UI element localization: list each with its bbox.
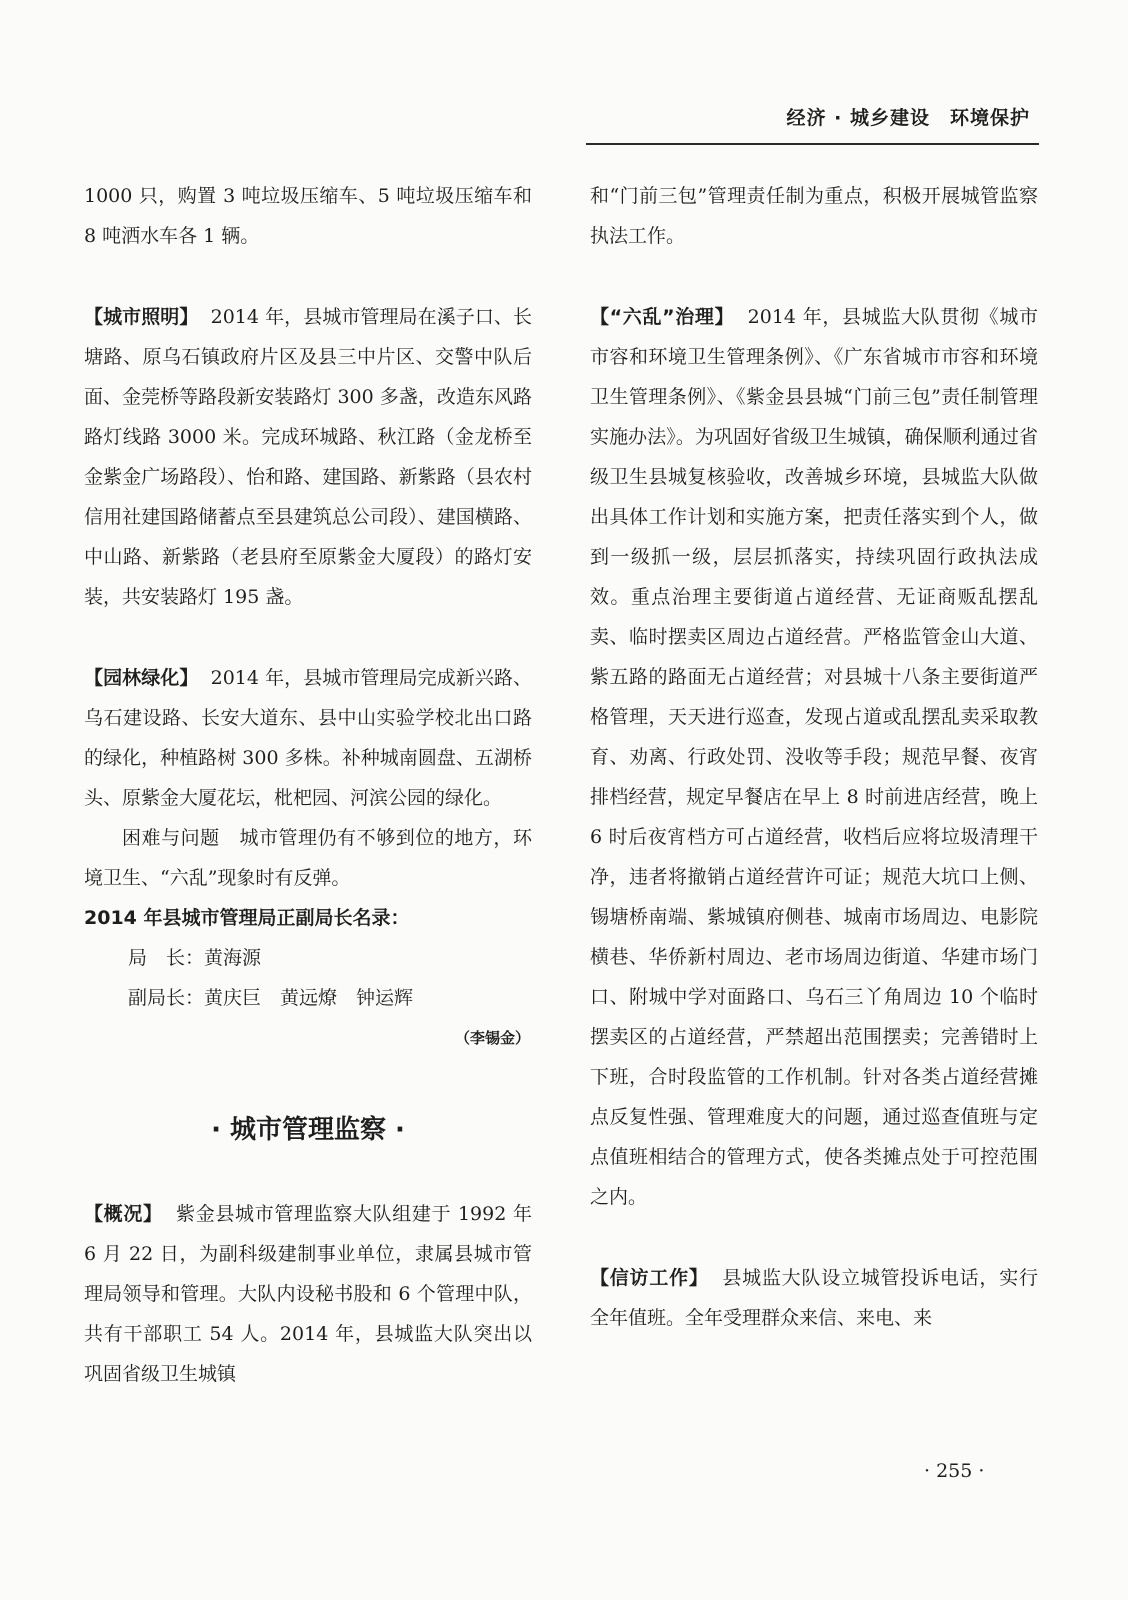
problems-paragraph <box>84 818 532 898</box>
right-continuation-paragraph: 和“门前三包”管理责任制为重点，积极开展城管监察执法工作。 <box>590 185 1038 247</box>
director-line: 局 长：黄海源 <box>128 947 262 969</box>
left-column <box>84 176 532 1394</box>
greening-text: 2014 年，县城市管理局完成新兴路、乌石建设路、长安大道东、县中山实验学校北出口路的绿化，种植路树 300 多株。补种城南圆盘、五湖桥头、原紫金大厦花坛，枇杷园、河滨公园的绿化。 <box>84 667 532 809</box>
six-chaos-tag: 【“六乱”治理】 <box>590 306 735 328</box>
roster-title: 2014 年县城市管理局正副局长名录： <box>84 907 410 929</box>
overview-paragraph <box>84 1194 532 1394</box>
greening-tag: 【园林绿化】 <box>84 667 199 689</box>
running-header: 经济 · 城乡建设 环境保护 <box>786 107 1030 129</box>
deputies-line: 副局长：黄庆巨 黄远燎 钟运辉 <box>128 987 414 1009</box>
section-title: · 城市管理监察 · <box>211 1115 405 1145</box>
petitions-text: 县城监大队设立城管投诉电话，实行全年值班。全年受理群众来信、来电、来 <box>590 1267 1038 1329</box>
problems-label: 困难与问题 <box>122 827 220 849</box>
problems-text: 城市管理仍有不够到位的地方，环境卫生、“六乱”现象时有反弹。 <box>84 827 532 889</box>
left-continuation-paragraph: 1000 只，购置 3 吨垃圾压缩车、5 吨垃圾压缩车和 8 吨洒水车各 1 辆。 <box>84 185 532 247</box>
six-chaos-paragraph <box>590 297 1038 1217</box>
right-column <box>590 176 1038 1338</box>
lighting-tag: 【城市照明】 <box>84 306 199 328</box>
header-rule <box>586 143 1039 145</box>
author-credit: （李锡金） <box>454 1029 530 1047</box>
lighting-text: 2014 年，县城市管理局在溪子口、长塘路、原乌石镇政府片区及县三中片区、交警中队后面、金莞桥等路段新安装路灯 300 多盏，改造东风路路灯线路 3000 米。完成环城路、秋江路（金龙桥至金紫金广场路段）、怡和路、建国路、新紫路（县农村信用社建国路储蓄点至县建筑总公司段）、建国横路、中山路、新紫路（老县府至原紫金大厦段）的路灯安装，共安装路灯 195 盏。 <box>84 306 532 608</box>
lighting-paragraph <box>84 297 532 617</box>
greening-paragraph <box>84 658 532 818</box>
page-number: · 255 · <box>924 1460 985 1482</box>
overview-tag: 【概况】 <box>84 1203 163 1225</box>
overview-text: 紫金县城市管理监察大队组建于 1992 年 6 月 22 日，为副科级建制事业单位，隶属县城市管理局领导和管理。大队内设秘书股和 6 个管理中队，共有干部职工 54 人。2014 年，县城监大队突出以巩固省级卫生城镇 <box>84 1203 532 1385</box>
six-chaos-text: 2014 年，县城监大队贯彻《城市市容和环境卫生管理条例》、《广东省城市市容和环境卫生管理条例》、《紫金县县城“门前三包”责任制管理实施办法》。为巩固好省级卫生城镇，确保顺利通过省级卫生县城复核验收，改善城乡环境，县城监大队做出具体工作计划和实施方案，把责任落实到个人，做到一级抓一级，层层抓落实，持续巩固行政执法成效。重点治理主要街道占道经营、无证商贩乱摆乱卖、临时摆卖区周边占道经营。严格监管金山大道、紫五路的路面无占道经营；对县城十八条主要街道严格管理，天天进行巡查，发现占道或乱摆乱卖采取教育、劝离、行政处罚、没收等手段；规范早餐、夜宵排档经营，规定早餐店在早上 8 时前进店经营，晚上 6 时后夜宵档方可占道经营，收档后应将垃圾清理干净，违者将撤销占道经营许可证；规范大坑口上侧、锡塘桥南端、紫城镇府侧巷、城南市场周边、电影院横巷、华侨新村周边、老市场周边街道、华建市场门口、附城中学对面路口、乌石三丫角周边 10 个临时摆卖区的占道经营，严禁超出范围摆卖；完善错时上下班，合时段监管的工作机制。针对各类占道经营摊点反复性强、管理难度大的问题，通过巡查值班与定点值班相结合的管理方式，使各类摊点处于可控范围之内。 <box>590 306 1038 1208</box>
petitions-paragraph <box>590 1258 1038 1338</box>
petitions-tag: 【信访工作】 <box>590 1267 709 1289</box>
